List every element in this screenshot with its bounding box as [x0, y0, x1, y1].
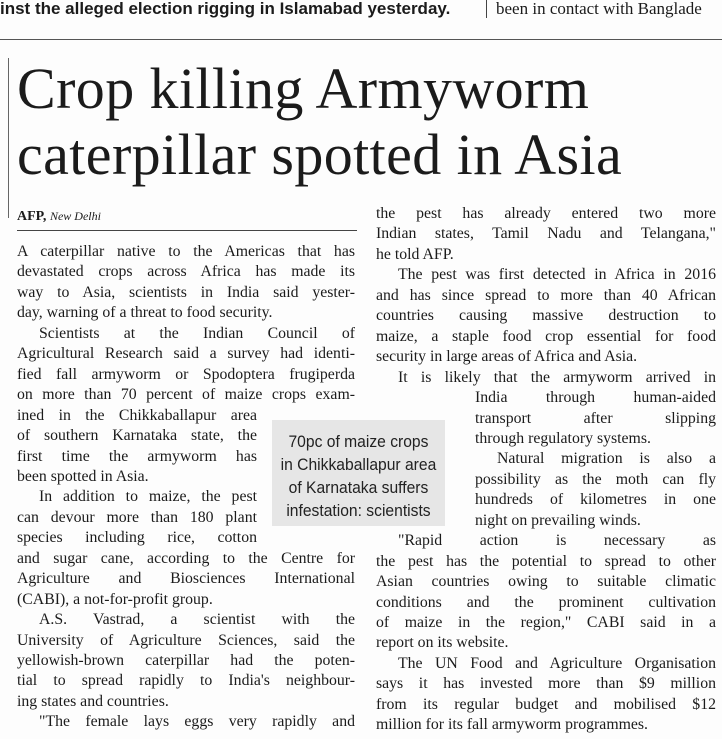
body-line: conditions and the prominent cultivation [376, 593, 716, 611]
body-line: been spotted in Asia. [17, 467, 149, 485]
body-line: and has since spread to more than 40 African [376, 286, 716, 304]
pull-quote [272, 420, 445, 526]
body-line: A caterpillar native to the Americas that has [17, 243, 355, 260]
body-line: fied fall armyworm or Spodoptera frugiperda [17, 365, 355, 383]
headline [17, 56, 717, 188]
body-line: night on prevailing winds. [475, 511, 641, 529]
body-line: first time the armyworm has [17, 447, 257, 465]
section-divider [0, 39, 722, 40]
body-line: report on its website. [376, 634, 509, 652]
body-line: of southern Karnataka state, the [17, 427, 257, 445]
pull-quote-line: in Chikkaballapur area [280, 455, 437, 474]
body-line: can devour more than 180 plant [17, 508, 257, 526]
body-line: Scientists at the Indian Council of [39, 324, 355, 342]
body-line: way to Asia, scientists in India said yester- [17, 283, 355, 301]
body-line: The pest was first detected in Africa in 2016 [398, 266, 716, 284]
byline [17, 208, 101, 225]
adjacent-article-snippet-right: been in contact with Banglade [496, 0, 702, 18]
body-line: "The female lays eggs very rapidly and [39, 713, 355, 731]
body-line: devastated crops across Africa has made its [17, 263, 355, 281]
body-line: the pest has already entered two more [376, 205, 716, 222]
byline-rule [17, 230, 357, 231]
body-line: on more than 70 percent of maize crops exam- [17, 386, 355, 404]
body-line: million for its fall armyworm programmes. [376, 716, 649, 734]
body-line: security in large areas of Africa and Asia. [376, 348, 638, 366]
body-line: Natural migration is also a [497, 450, 716, 468]
body-line: from its regular budget and mobilised $12 [376, 695, 716, 713]
body-line: transport after slipping [475, 409, 716, 427]
body-line: University of Agriculture Sciences, said the [17, 631, 355, 649]
body-line: possibility as the moth can fly [475, 470, 716, 488]
byline-place: New Delhi [49, 209, 101, 223]
body-line: The UN Food and Agriculture Organisation [398, 654, 716, 672]
body-line: he told AFP. [376, 245, 454, 263]
body-line: says it has invested more than $9 million [376, 675, 716, 693]
body-line: and sugar cane, according to the Centre for [17, 549, 355, 567]
headline-line-1: Crop killing Armyworm [17, 56, 590, 121]
body-line: Asian countries owing to suitable climatic [376, 573, 716, 591]
column-divider [486, 0, 487, 18]
body-line: maize, a staple food crop essential for food [376, 327, 716, 345]
body-line: day, warning of a threat to food security. [17, 304, 273, 322]
headline-line-2: caterpillar spotted in Asia [17, 122, 623, 187]
body-line: through regulatory systems. [475, 429, 651, 447]
body-line: India through human-aided [475, 389, 716, 407]
body-line: of maize in the region," CABI said in a [376, 614, 716, 631]
body-line: It is likely that the armyworm arrived in [398, 368, 716, 386]
body-line: hundreds of kilometres in one [475, 491, 716, 509]
adjacent-article-snippet-left: inst the alleged election rigging in Islamabad yesterday. [0, 0, 451, 18]
body-line: ing states and countries. [17, 692, 169, 710]
body-line: Agricultural Research said a survey had identi- [17, 345, 355, 363]
body-line: the pest has the potential to spread to other [376, 552, 716, 570]
pull-quote-line: infestation: scientists [286, 501, 431, 520]
body-line: A.S. Vastrad, a scientist with the [39, 611, 355, 629]
pull-quote-line: of Karnataka suffers [288, 478, 429, 497]
body-line: In addition to maize, the pest [39, 488, 257, 506]
body-line: (CABI), a not-for-profit group. [17, 590, 213, 608]
body-line: yellowish-brown caterpillar had the poten- [17, 652, 355, 669]
margin-rule [8, 58, 9, 218]
body-line: species including rice, cotton [17, 529, 257, 547]
body-line: tial to spread rapidly to India's neighbour- [17, 672, 355, 690]
pull-quote-line: 70pc of maize crops [288, 432, 429, 451]
body-line: Indian states, Tamil Nadu and Telangana," [376, 225, 716, 243]
body-line: Agriculture and Biosciences International [17, 570, 355, 588]
body-line: "Rapid action is necessary as [398, 532, 716, 550]
byline-source: AFP, [17, 209, 47, 224]
body-line: ined in the Chikkaballapur area [17, 406, 257, 424]
body-line: countries causing massive destruction to [376, 307, 716, 325]
